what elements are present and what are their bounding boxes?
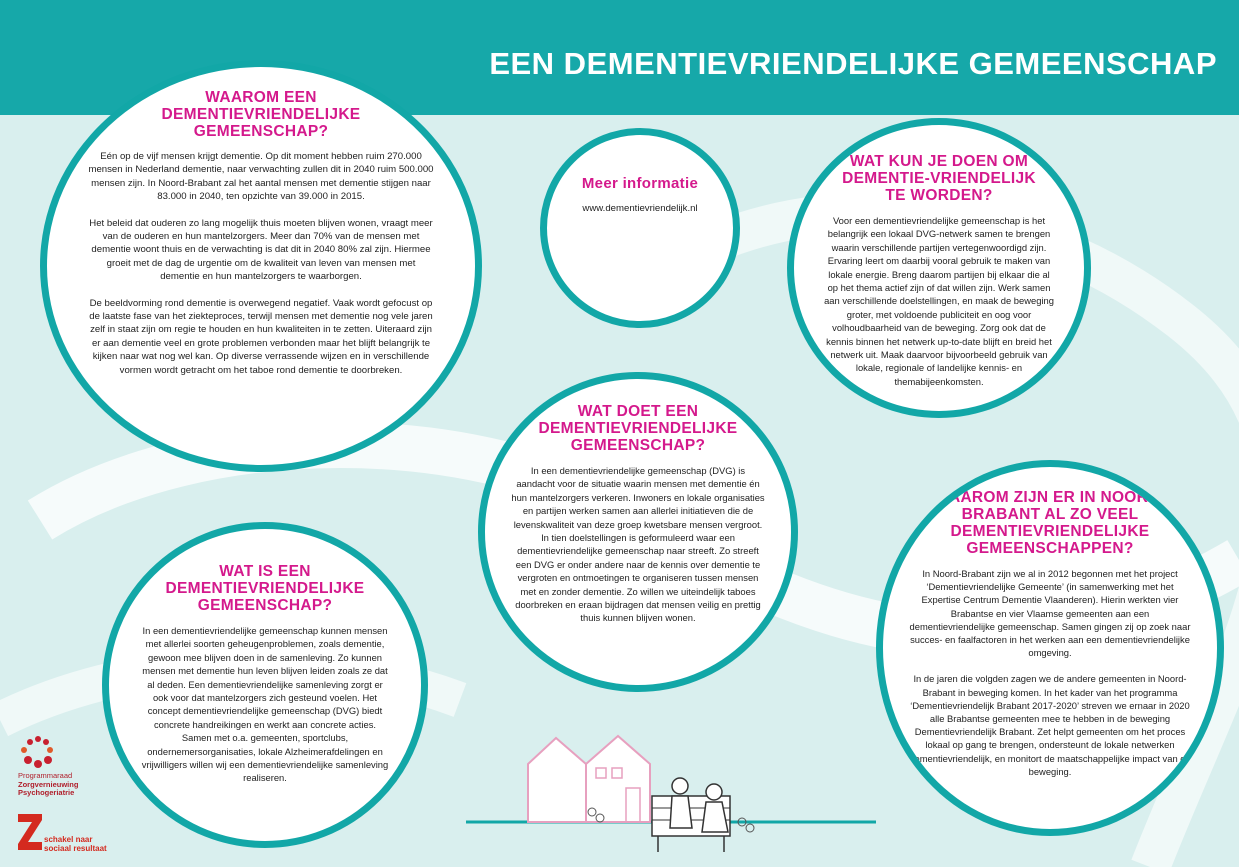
programmaraad-logo-text: Programmaraad Zorgvernieuwing Psychogeriatrie	[18, 771, 79, 797]
circle-wat-kun-je-doen	[787, 118, 1091, 418]
circle-noord-brabant	[876, 460, 1224, 836]
wat-doet-heading: WAT DOET EEN DEMENTIEVRIENDELIJKE GEMEENSCHAP?	[538, 403, 738, 454]
wat-kun-heading: WAT KUN JE DOEN OM DEMENTIE-VRIENDELIJK TE WORDEN?	[842, 153, 1036, 204]
noord-paragraph-1: In Noord-Brabant zijn we al in 2012 begonnen met het project ‘Dementievriendelijke Gemeente’ (in samenwerking met het Expertise Centrum Dementie Vlaanderen). Hierin werkten vier Brabantse en vier Vlaamse gemeenten aan een dementievriendelijke gemeenschap. Samen gingen zij op zoek naar succes- en faalfactoren in het werken aan een dementievriendelijke omgeving.	[909, 568, 1191, 659]
waarom-paragraph-2: Het beleid dat ouderen zo lang mogelijk thuis moeten blijven wonen, vraagt meer van de ouderen en hun mantelzorgers. Meer dan 70% van de mensen met dementie woont thuis en de verwachting is dat dit in 2040 80% zal zijn. Hiermee groeit met de dag de urgentie om de kwaliteit van leven van mensen met dementie en hun mantelzorgers te waarborgen.	[89, 217, 433, 283]
page-title: EEN DEMENTIEVRIENDELIJKE GEMEENSCHAP	[489, 46, 1217, 81]
wat-is-heading: WAT IS EEN DEMENTIEVRIENDELIJKE GEMEENSCHAP?	[165, 563, 365, 614]
wat-kun-paragraph: Voor een dementievriendelijke gemeenschap is het belangrijk een lokaal DVG-netwerk samen te brengen waarin verschillende partijen vertegenwoordigd zijn. Ervaring leert om daarbij vooral gebruik te maken van lokale energie. Breng daarom partijen bij elkaar die al op het thema actief zijn of dat willen zijn. Werk samen aan verschillende doelstellingen, en maak de beweging groter, met voldoende publiciteit en oog voor volhoudbaarheid van de beweging. Zorg ook dat de kennis binnen het netwerk up-to-date blijft en breid het netwerk uit. Maak daarvoor bijvoorbeeld gebruik van lokale, regionale of landelijke kennis- en themabijeenkomsten.	[824, 215, 1054, 387]
meer-heading: Meer informatie	[581, 175, 699, 192]
circle-wat-doet	[478, 372, 798, 692]
noord-paragraph-2: In de jaren die volgden zagen we de andere gemeenten in Noord-Brabant in beweging komen. In het kader van het programma ‘Dementievriendelijk Brabant 2017-2020’ streven we ernaar in 2020 alle Brabantse gemeenten mee te hebben in de beweging Dementievriendelijk Brabant. Zet helpt gemeenten om het proces lokaal op gang te brengen, ondersteunt de lokale netwerken dementievriendelijk, en monitort de maatschappelijke impact van de beweging.	[909, 673, 1191, 777]
zet-logo-text: schakel naar sociaal resultaat	[44, 835, 107, 853]
noord-heading: WAAROM ZIJN ER IN NOORD-BRABANT AL ZO VEEL DEMENTIEVRIENDELIJKE GEMEENSCHAPPEN?	[934, 489, 1166, 557]
circle-wat-is	[102, 522, 428, 848]
meer-url-link[interactable]: www.dementievriendelijk.nl	[582, 203, 698, 214]
waarom-heading: WAAROM EEN DEMENTIEVRIENDELIJKE GEMEENSCHAP?	[161, 89, 361, 140]
waarom-paragraph-1: Eén op de vijf mensen krijgt dementie. Op dit moment hebben ruim 270.000 mensen in Nederland dementie, naar verwachting zullen dit in 2040 ruim 500.000 mensen zijn. In Noord-Brabant zal het aantal mensen met dementie stijgen naar 83.000 in 2040, ten opzichte van 39.000 in 2015.	[88, 151, 434, 203]
wat-doet-paragraph: In een dementievriendelijke gemeenschap (DVG) is aandacht voor de situatie waarin mensen met dementie én hun mantelzorgers verkeren. Inwoners en lokale organisaties en partijen werken samen aan allerlei initiatieven die de levenskwaliteit van deze groep kwetsbare mensen vergroot. In tien doelstellingen is geformuleerd waar een dementievriendelijke gemeenschap naar streeft. Zo streeft een DVG er onder andere naar de kennis over dementie te vergroten en ontmoetingen te organiseren tussen mensen met en zonder dementie. Zo willen we uiteindelijk taboes doorbreken en eraan bijdragen dat mensen veilig en prettig thuis kunnen blijven wonen.	[511, 465, 765, 624]
circle-meer-informatie	[540, 128, 740, 328]
wat-is-paragraph: In een dementievriendelijke gemeenschap kunnen mensen met allerlei soorten geheugenproblemen, zoals dementie, gewoon mee blijven doen in de samenleving. Zo kunnen mensen met dementie hun leven blijven leiden zoals ze dat al deden. Een dementievriendelijke samenleving zorgt er ook voor dat mantelzorgers zich gesteund voelen. Het concept dementievriendelijke gemeenschap (DVG) biedt concrete handreikingen en werkt aan concrete acties. Samen met o.a. gemeenten, sportclubs, ondernemersorganisaties, lokale Alzheimerafdelingen en vrijwilligers willen wij een dementievriendelijke samenleving realiseren.	[141, 625, 389, 784]
circle-waarom	[40, 60, 482, 472]
houses-bench-illustration	[466, 728, 876, 858]
waarom-paragraph-3: De beeldvorming rond dementie is overwegend negatief. Vaak wordt gefocust op de laatste fase van het ziekteproces, terwijl mensen met dementie nog vele jaren zelf in staat zijn om regie te houden en hun kwaliteiten in te zetten. Uiteraard zijn er aan dementie veel en grote problemen verbonden maar het blijft belangrijk te kijken naar wat nog wel kan. Op diverse verrassende wijzen en in verschillende vormen wordt getracht om het taboe rond dementie te doorbreken.	[89, 297, 433, 376]
